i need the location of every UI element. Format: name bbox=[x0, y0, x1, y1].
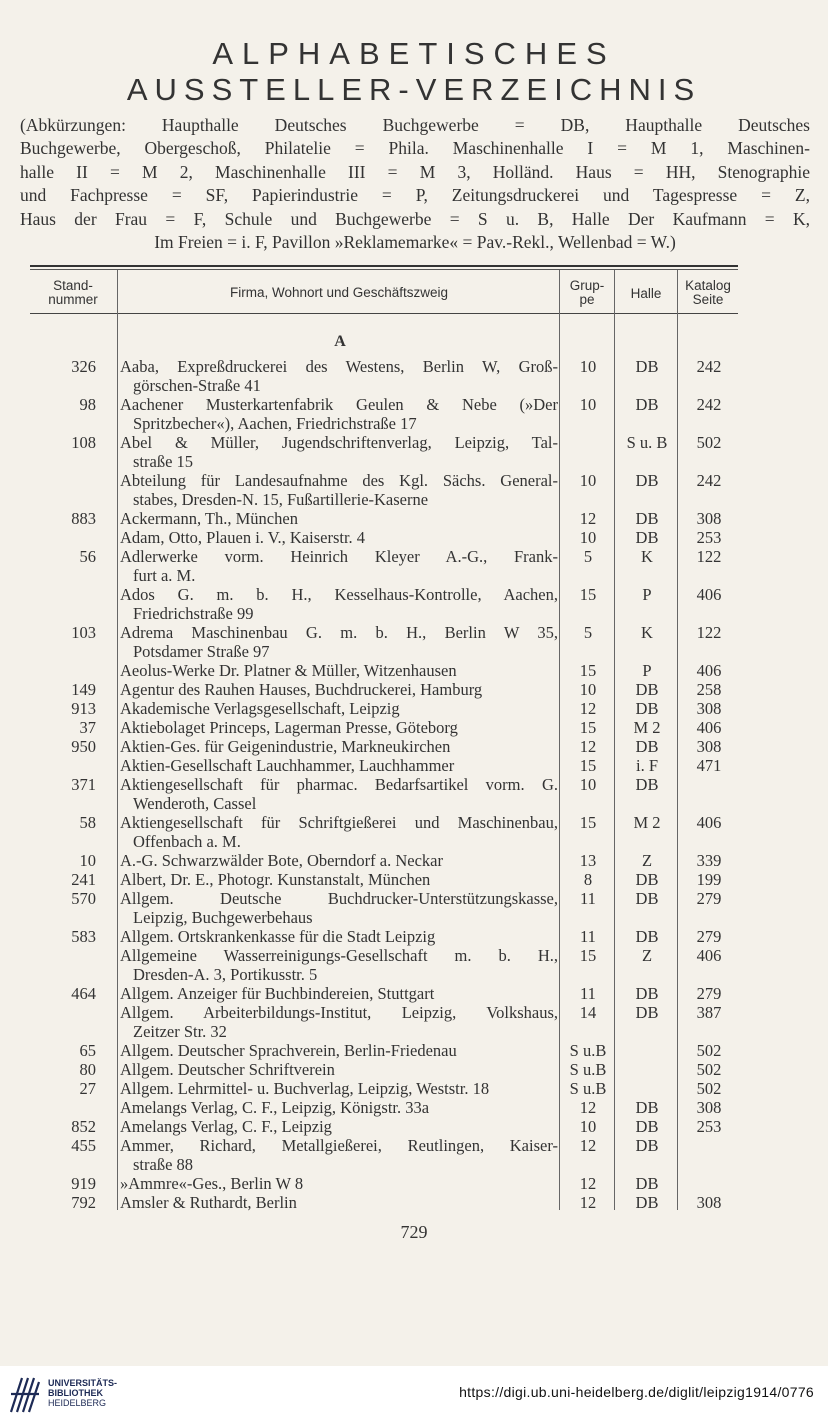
hall-code: DB bbox=[635, 775, 659, 794]
hall-code: DB bbox=[635, 984, 659, 1003]
hall-code: P bbox=[642, 661, 652, 680]
abbrev-line: Haus der Frau = F, Schule und Buchgewerbe = S u. B, Halle Der Kaufmann = K, bbox=[20, 208, 810, 229]
group-number: 12 bbox=[579, 699, 597, 718]
hall-code: DB bbox=[635, 471, 659, 490]
hall-code: DB bbox=[635, 699, 659, 718]
firm-entry bbox=[120, 870, 558, 889]
firm-entry bbox=[120, 756, 558, 775]
stand-number: 570 bbox=[71, 889, 96, 908]
firm-line: Allgem. Anzeiger für Buchbindereien, Stuttgart bbox=[120, 984, 435, 1003]
catalog-page: 199 bbox=[696, 870, 722, 889]
hall-code: Z bbox=[641, 851, 653, 870]
group-number: 14 bbox=[579, 1003, 597, 1022]
firm-entry bbox=[120, 1136, 558, 1174]
group-number: 5 bbox=[583, 547, 593, 566]
header-stand: Stand- nummer bbox=[48, 278, 98, 307]
group-number: 11 bbox=[580, 927, 596, 946]
catalog-page: 406 bbox=[696, 718, 722, 737]
catalog-page: 242 bbox=[696, 357, 722, 376]
firm-entry bbox=[120, 623, 558, 661]
stand-number: 883 bbox=[71, 509, 96, 528]
library-logo-icon bbox=[8, 1372, 42, 1416]
group-number: 15 bbox=[579, 661, 597, 680]
firm-line: A.-G. Schwarzwälder Bote, Oberndorf a. Neckar bbox=[120, 851, 443, 870]
firm-line: Abel & Müller, Jugendschriftenverlag, Leipzig, Tal- bbox=[120, 433, 558, 452]
firm-line-continued: straße 88 bbox=[133, 1155, 194, 1174]
group-number: 15 bbox=[579, 718, 597, 737]
firm-line: Allgemeine Wasserreinigungs-Gesellschaft m. b. H., bbox=[120, 946, 558, 965]
group-number: 10 bbox=[579, 680, 597, 699]
firm-entry bbox=[120, 889, 558, 927]
hall-code: K bbox=[641, 623, 653, 642]
header-katalog: Katalog Seite bbox=[685, 278, 731, 307]
firm-line: Ammer, Richard, Metallgießerei, Reutlingen, Kaiser- bbox=[120, 1136, 558, 1155]
firm-entry bbox=[120, 1041, 558, 1060]
firm-line: Akademische Verlagsgesellschaft, Leipzig bbox=[120, 699, 400, 718]
group-number: 12 bbox=[579, 1136, 597, 1155]
firm-line: Aktiengesellschaft für pharmac. Bedarfsartikel vorm. G. bbox=[120, 775, 558, 794]
firm-line-continued: Zeitzer Str. 32 bbox=[133, 1022, 227, 1041]
firm-line: Allgem. Deutscher Sprachverein, Berlin-Friedenau bbox=[120, 1041, 457, 1060]
catalog-page: 253 bbox=[696, 528, 722, 547]
firm-entry bbox=[120, 395, 558, 433]
firm-entry bbox=[120, 547, 558, 585]
firm-line: Aeolus-Werke Dr. Platner & Müller, Witzenhausen bbox=[120, 661, 457, 680]
hall-code: DB bbox=[635, 1174, 659, 1193]
stand-number: 103 bbox=[71, 623, 96, 642]
group-number: 10 bbox=[579, 775, 597, 794]
firm-line: Agentur des Rauhen Hauses, Buchdruckerei, Hamburg bbox=[120, 680, 483, 699]
firm-entry bbox=[120, 718, 558, 737]
hall-code: DB bbox=[635, 528, 659, 547]
catalog-page: 502 bbox=[696, 1079, 722, 1098]
hall-code: P bbox=[642, 585, 652, 604]
firm-entry bbox=[120, 585, 558, 623]
firm-line: Allgem. Ortskrankenkasse für die Stadt Leipzig bbox=[120, 927, 436, 946]
firm-line: Amelangs Verlag, C. F., Leipzig bbox=[120, 1117, 332, 1136]
hall-code: DB bbox=[635, 927, 659, 946]
hall-code: M 2 bbox=[633, 813, 661, 832]
group-number: 10 bbox=[579, 471, 597, 490]
firm-entry bbox=[120, 984, 558, 1003]
firm-entry bbox=[120, 1174, 558, 1193]
stand-number: 950 bbox=[71, 737, 96, 756]
firm-line: Aktien-Gesellschaft Lauchhammer, Lauchhammer bbox=[120, 756, 455, 775]
hall-code: DB bbox=[635, 870, 659, 889]
firm-line-continued: Dresden-A. 3, Portikusstr. 5 bbox=[133, 965, 318, 984]
stand-number: 37 bbox=[79, 718, 96, 737]
group-number: 12 bbox=[579, 1098, 597, 1117]
catalog-page: 279 bbox=[696, 984, 722, 1003]
firm-entry bbox=[120, 699, 558, 718]
column-divider bbox=[677, 270, 678, 1210]
hall-code: DB bbox=[635, 1193, 659, 1212]
hall-code: DB bbox=[635, 357, 659, 376]
catalog-page: 308 bbox=[696, 509, 722, 528]
hall-code: DB bbox=[635, 1136, 659, 1155]
group-number: 15 bbox=[579, 946, 597, 965]
abbrev-line: und Fachpresse = SF, Papierindustrie = P, Zeitungsdruckerei und Tagespresse = Z, bbox=[20, 185, 810, 206]
catalog-page: 279 bbox=[696, 889, 722, 908]
catalog-page: 406 bbox=[696, 946, 722, 965]
catalog-page: 502 bbox=[696, 1060, 722, 1079]
hall-code: DB bbox=[635, 1003, 659, 1022]
column-divider bbox=[559, 270, 560, 1210]
firm-line: Allgem. Deutsche Buchdrucker-Unterstützungskasse, bbox=[120, 889, 558, 908]
group-number: 11 bbox=[580, 984, 596, 1003]
group-number: 12 bbox=[579, 737, 597, 756]
catalog-page: 242 bbox=[696, 395, 722, 414]
catalog-page: 406 bbox=[696, 813, 722, 832]
source-url[interactable]: https://digi.ub.uni-heidelberg.de/diglit/leipzig1914/0776 bbox=[459, 1384, 814, 1400]
firm-line-continued: görschen-Straße 41 bbox=[133, 376, 261, 395]
stand-number: 65 bbox=[79, 1041, 96, 1060]
catalog-page: 122 bbox=[696, 623, 722, 642]
firm-line: Allgem. Lehrmittel- u. Buchverlag, Leipzig, Weststr. 18 bbox=[120, 1079, 490, 1098]
firm-line: Aktiebolaget Princeps, Lagerman Presse, Göteborg bbox=[120, 718, 458, 737]
group-number: 12 bbox=[579, 509, 597, 528]
firm-line: Albert, Dr. E., Photogr. Kunstanstalt, München bbox=[120, 870, 431, 889]
catalog-page: 308 bbox=[696, 1193, 722, 1212]
page-number: 729 bbox=[400, 1222, 428, 1242]
firm-line-continued: stabes, Dresden-N. 15, Fußartillerie-Kaserne bbox=[133, 490, 429, 509]
firm-entry bbox=[120, 1003, 558, 1041]
catalog-page: 502 bbox=[696, 1041, 722, 1060]
stand-number: 455 bbox=[71, 1136, 96, 1155]
abbrev-line: halle II = M 2, Maschinenhalle III = M 3, Holländ. Haus = HH, Stenographie bbox=[20, 161, 810, 182]
hall-code: DB bbox=[635, 1117, 659, 1136]
firm-line: Amelangs Verlag, C. F., Leipzig, Königstr. 33a bbox=[120, 1098, 430, 1117]
group-number: 15 bbox=[579, 756, 597, 775]
catalog-page: 502 bbox=[696, 433, 722, 452]
firm-line: Ackermann, Th., München bbox=[120, 509, 298, 528]
stand-number: 919 bbox=[71, 1174, 96, 1193]
stand-number: 58 bbox=[79, 813, 96, 832]
group-number: 15 bbox=[579, 585, 597, 604]
firm-entry bbox=[120, 357, 558, 395]
firm-entry bbox=[120, 509, 558, 528]
firm-line-continued: Wenderoth, Cassel bbox=[133, 794, 257, 813]
firm-line-continued: Leipzig, Buchgewerbehaus bbox=[133, 908, 313, 927]
hall-code: DB bbox=[635, 889, 659, 908]
stand-number: 326 bbox=[71, 357, 96, 376]
viewer-footer bbox=[0, 1366, 828, 1424]
group-number: 12 bbox=[579, 1193, 597, 1212]
firm-line: Adam, Otto, Plauen i. V., Kaiserstr. 4 bbox=[120, 528, 366, 547]
firm-entry bbox=[120, 813, 558, 851]
firm-entry bbox=[120, 851, 558, 870]
abbrev-line: Buchgewerbe, Obergeschoß, Philatelie = Phila. Maschinenhalle I = M 1, Maschinen- bbox=[20, 138, 810, 159]
table-top-rule-thin bbox=[30, 269, 738, 270]
hall-code: M 2 bbox=[633, 718, 661, 737]
catalog-page: 308 bbox=[696, 737, 722, 756]
group-number: 12 bbox=[579, 1174, 597, 1193]
hall-code: DB bbox=[635, 1098, 659, 1117]
firm-line-continued: straße 15 bbox=[133, 452, 194, 471]
catalog-page: 406 bbox=[696, 585, 722, 604]
group-number: 10 bbox=[579, 528, 597, 547]
firm-entry bbox=[120, 927, 558, 946]
firm-entry bbox=[120, 1060, 558, 1079]
catalog-page: 471 bbox=[696, 756, 722, 775]
stand-number: 241 bbox=[71, 870, 96, 889]
hall-code: K bbox=[641, 547, 653, 566]
header-gruppe: Grup- pe bbox=[569, 278, 605, 307]
firm-entry bbox=[120, 680, 558, 699]
catalog-page: 406 bbox=[696, 661, 722, 680]
firm-line: Ados G. m. b. H., Kesselhaus-Kontrolle, Aachen, bbox=[120, 585, 558, 604]
firm-line: Aaba, Expreßdruckerei des Westens, Berlin W, Groß- bbox=[120, 357, 558, 376]
group-number: 10 bbox=[579, 395, 597, 414]
stand-number: 371 bbox=[71, 775, 96, 794]
group-number: 5 bbox=[583, 623, 593, 642]
catalog-page: 387 bbox=[696, 1003, 722, 1022]
group-number: 8 bbox=[583, 870, 593, 889]
stand-number: 27 bbox=[79, 1079, 96, 1098]
table-top-rule bbox=[30, 265, 738, 267]
catalog-page: 258 bbox=[696, 680, 722, 699]
stand-number: 464 bbox=[71, 984, 96, 1003]
catalog-page: 242 bbox=[696, 471, 722, 490]
catalog-page: 279 bbox=[696, 927, 722, 946]
title-line-2: AUSSTELLER-VERZEICHNIS bbox=[126, 72, 702, 107]
table-header-rule bbox=[30, 313, 738, 314]
firm-line: Allgem. Deutscher Schriftverein bbox=[120, 1060, 335, 1079]
firm-entry bbox=[120, 471, 558, 509]
section-letter: A bbox=[334, 333, 346, 350]
group-number: S u.B bbox=[569, 1079, 607, 1098]
catalog-page: 308 bbox=[696, 699, 722, 718]
firm-line: Amsler & Ruthardt, Berlin bbox=[120, 1193, 297, 1212]
catalog-page: 122 bbox=[696, 547, 722, 566]
hall-code: DB bbox=[635, 395, 659, 414]
group-number: 13 bbox=[579, 851, 597, 870]
hall-code: DB bbox=[635, 680, 659, 699]
firm-line: Allgem. Arbeiterbildungs-Institut, Leipzig, Volkshaus, bbox=[120, 1003, 558, 1022]
stand-number: 913 bbox=[71, 699, 96, 718]
catalog-page: 339 bbox=[696, 851, 722, 870]
firm-entry bbox=[120, 1098, 558, 1117]
abbreviations-paragraph bbox=[20, 114, 810, 254]
group-number: 10 bbox=[579, 1117, 597, 1136]
firm-line-continued: Friedrichstraße 99 bbox=[133, 604, 254, 623]
stand-number: 583 bbox=[71, 927, 96, 946]
stand-number: 56 bbox=[79, 547, 96, 566]
hall-code: i. F bbox=[635, 756, 658, 775]
hall-code: Z bbox=[641, 946, 653, 965]
firm-line: Aachener Musterkartenfabrik Geulen & Nebe (»Der bbox=[120, 395, 558, 414]
abbrev-line: (Abkürzungen: Haupthalle Deutsches Buchgewerbe = DB, Haupthalle Deutsches bbox=[20, 115, 810, 135]
catalog-page: 253 bbox=[696, 1117, 722, 1136]
column-divider bbox=[614, 270, 615, 1210]
firm-entry bbox=[120, 1193, 558, 1212]
group-number: 15 bbox=[579, 813, 597, 832]
firm-line: Aktien-Ges. für Geigenindustrie, Markneukirchen bbox=[120, 737, 451, 756]
firm-line: Abteilung für Landesaufnahme des Kgl. Sächs. General- bbox=[120, 471, 558, 490]
firm-entry bbox=[120, 946, 558, 984]
firm-entry bbox=[120, 775, 558, 813]
firm-line-continued: Offenbach a. M. bbox=[133, 832, 241, 851]
hall-code: DB bbox=[635, 737, 659, 756]
firm-line: Aktiengesellschaft für Schriftgießerei und Maschinenbau, bbox=[120, 813, 558, 832]
catalog-page: 308 bbox=[696, 1098, 722, 1117]
column-divider bbox=[117, 270, 118, 1210]
stand-number: 98 bbox=[79, 395, 96, 414]
group-number: 10 bbox=[579, 357, 597, 376]
title-line-1: ALPHABETISCHES bbox=[212, 36, 616, 71]
stand-number: 80 bbox=[79, 1060, 96, 1079]
group-number: S u.B bbox=[569, 1060, 607, 1079]
firm-line: Adrema Maschinenbau G. m. b. H., Berlin W 35, bbox=[120, 623, 558, 642]
stand-number: 108 bbox=[71, 433, 96, 452]
stand-number: 852 bbox=[71, 1117, 96, 1136]
stand-number: 10 bbox=[79, 851, 96, 870]
header-firma: Firma, Wohnort und Geschäftszweig bbox=[229, 285, 449, 300]
firm-line: Adlerwerke vorm. Heinrich Kleyer A.-G., Frank- bbox=[120, 547, 558, 566]
firm-entry bbox=[120, 1079, 558, 1098]
firm-entry bbox=[120, 1117, 558, 1136]
firm-line-continued: furt a. M. bbox=[133, 566, 196, 585]
firm-entry bbox=[120, 433, 558, 471]
hall-code: DB bbox=[635, 509, 659, 528]
stand-number: 792 bbox=[71, 1193, 96, 1212]
group-number: 11 bbox=[580, 889, 596, 908]
stand-number: 149 bbox=[71, 680, 96, 699]
firm-entry bbox=[120, 661, 558, 680]
firm-entry bbox=[120, 737, 558, 756]
firm-line: »Ammre«-Ges., Berlin W 8 bbox=[120, 1174, 304, 1193]
firm-entry bbox=[120, 528, 558, 547]
hall-code: S u. B bbox=[626, 433, 668, 452]
header-halle: Halle bbox=[630, 286, 662, 301]
firm-line-continued: Spritzbecher«), Aachen, Friedrichstraße 17 bbox=[133, 414, 417, 433]
abbrev-line: Im Freien = i. F, Pavillon »Reklamemarke« = Pav.-Rekl., Wellenbad = W.) bbox=[154, 232, 676, 253]
firm-line-continued: Potsdamer Straße 97 bbox=[133, 642, 270, 661]
group-number: S u.B bbox=[569, 1041, 607, 1060]
library-logo-text: UNIVERSITÄTS- BIBLIOTHEK HEIDELBERG bbox=[48, 1378, 118, 1408]
